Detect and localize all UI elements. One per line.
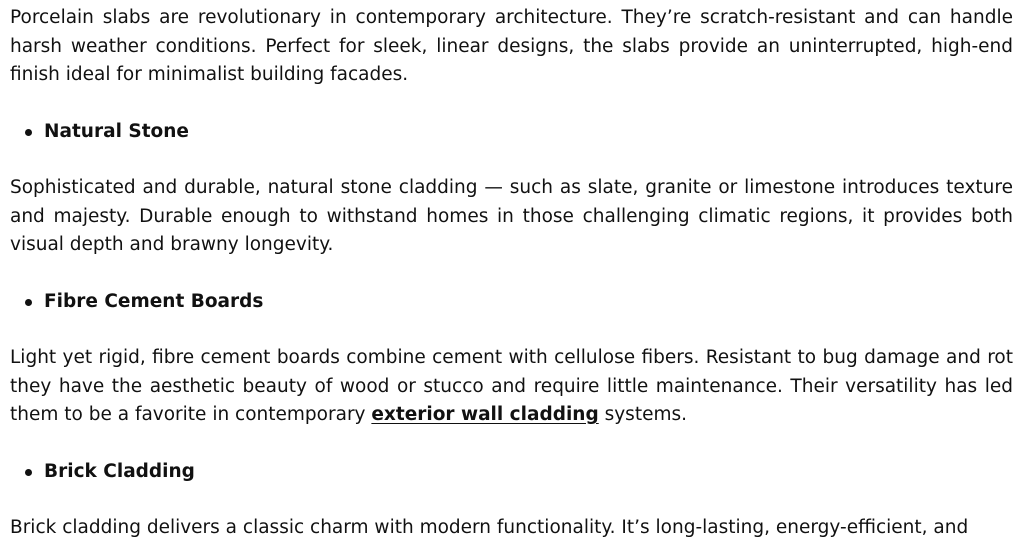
bullet-icon (25, 299, 32, 306)
natural-stone-heading (44, 118, 1013, 147)
fibre-cement-text-after-link: systems. (598, 404, 688, 425)
bullet-icon (25, 469, 32, 476)
brick-paragraph: Brick cladding delivers a classic charm with modern functionality. It’s long-lasting, energy-efficient, and (10, 517, 969, 538)
bullet-icon (25, 129, 32, 136)
fibre-cement-list (10, 288, 1013, 317)
natural-stone-heading-text: Natural Stone (44, 120, 189, 142)
brick-heading (44, 458, 1013, 487)
brick-list (10, 458, 1013, 487)
fibre-cement-heading-text: Fibre Cement Boards (44, 290, 264, 312)
natural-stone-list (10, 118, 1013, 147)
porcelain-paragraph: Porcelain slabs are revolutionary in contemporary architecture. They’re scratch-resistant and can handle harsh weather conditions. Perfect for sleek, linear designs, the slabs provide an uninterrupted, high-end finish ideal for minimalist building facades. (10, 7, 1013, 85)
article-content (10, 4, 1013, 543)
fibre-cement-paragraph (10, 344, 1013, 430)
exterior-wall-cladding-link[interactable]: exterior wall cladding (371, 404, 599, 425)
fibre-cement-heading (44, 288, 1013, 317)
natural-stone-paragraph: Sophisticated and durable, natural stone cladding — such as slate, granite or limestone introduces texture and majesty. Durable enough to withstand homes in those challenging climatic regions, it provides both visual depth and brawny longevity. (10, 177, 1013, 255)
fibre-cement-text-before-link: Light yet rigid, fibre cement boards combine cement with cellulose fibers. Resistant to bug damage and rot they have the aesthetic beauty of wood or stucco and require little maintenance. Their versatility has led them to be a favorite in contemporary (10, 347, 1013, 425)
brick-heading-text: Brick Cladding (44, 460, 195, 482)
